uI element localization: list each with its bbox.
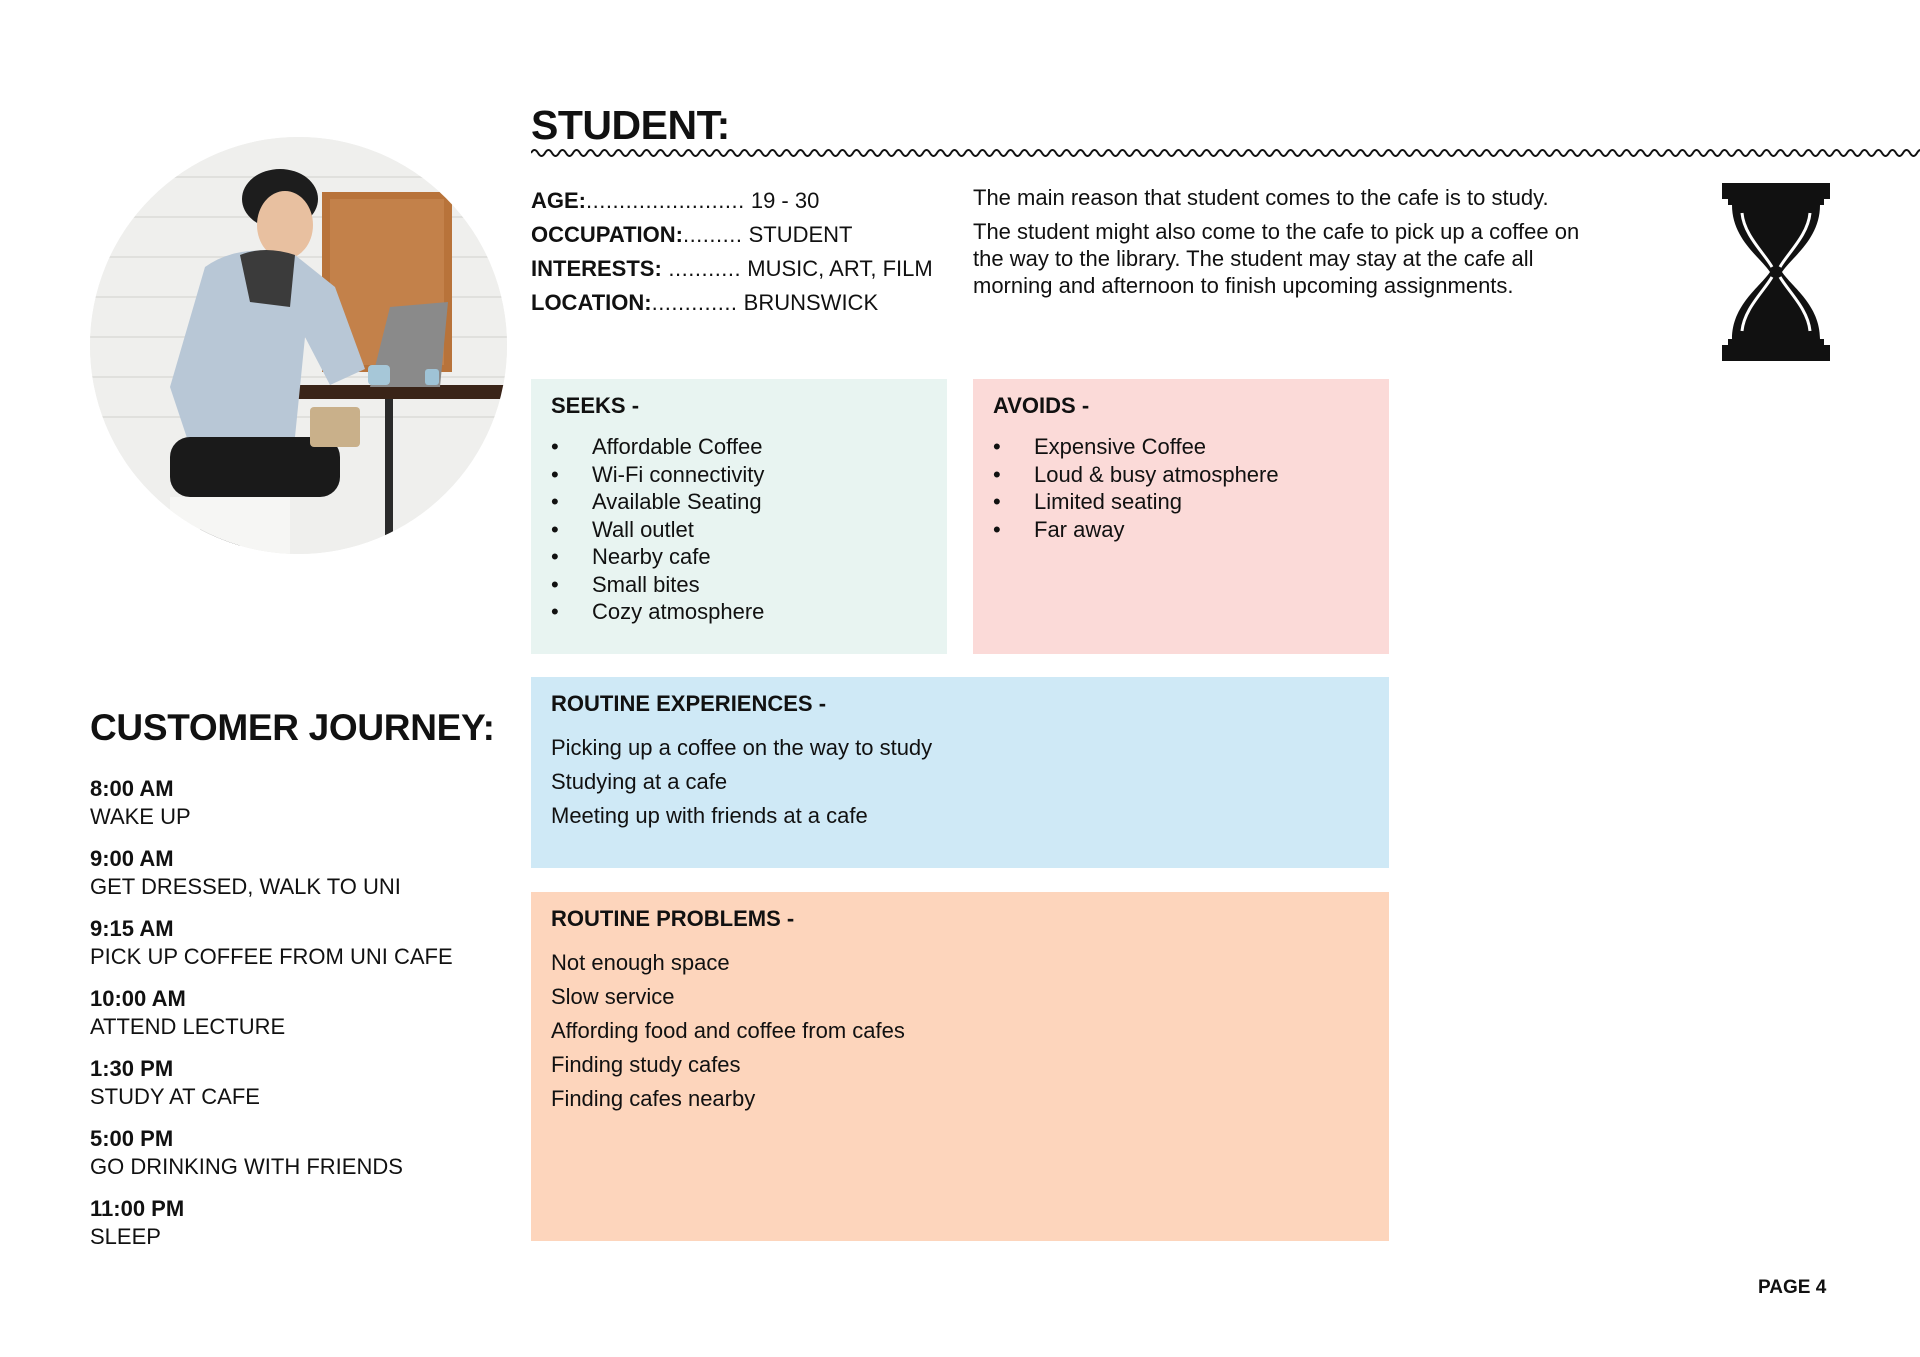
step-activity: PICK UP COFFEE FROM UNI CAFE: [90, 944, 453, 969]
profile-value: STUDENT: [748, 222, 853, 247]
routine-item: Meeting up with friends at a cafe: [551, 803, 868, 828]
profile-row-interests: [531, 252, 933, 286]
step-time: 11:00 PM: [90, 1196, 185, 1221]
routine-title: ROUTINE EXPERIENCES -: [551, 691, 827, 716]
step-activity: GO DRINKING WITH FRIENDS: [90, 1154, 403, 1179]
step-time: 1:30 PM: [90, 1056, 174, 1081]
profile-row-occupation: [531, 218, 933, 252]
step-time: 8:00 AM: [90, 776, 174, 801]
avoids-list: [993, 433, 1369, 543]
list-item: • Wi-Fi connectivity: [551, 461, 927, 489]
step-activity: GET DRESSED, WALK TO UNI: [90, 874, 401, 899]
profile-dots: .........: [682, 222, 743, 247]
profile-value: 19 - 30: [750, 188, 820, 213]
list-item: • Limited seating: [993, 488, 1369, 516]
routine-experiences-box: [531, 677, 1389, 868]
page-title: STUDENT:: [531, 102, 730, 148]
list-item: • Far away: [993, 516, 1369, 544]
journey-step: [90, 985, 453, 1055]
profile-label: AGE:: [531, 188, 586, 213]
step-activity: SLEEP: [90, 1224, 161, 1249]
step-time: 5:00 PM: [90, 1126, 174, 1151]
profile-label: LOCATION:: [531, 290, 652, 315]
profile-dots: .............: [651, 290, 738, 315]
journey-step: [90, 1125, 453, 1195]
student-photo: [90, 137, 507, 554]
persona-description: [973, 184, 1613, 306]
step-time: 10:00 AM: [90, 986, 186, 1011]
journey-title: CUSTOMER JOURNEY:: [90, 707, 495, 748]
wavy-divider: [531, 143, 1920, 163]
list-item: • Wall outlet: [551, 516, 927, 544]
profile-dots: ...........: [661, 256, 742, 281]
routine-item: Picking up a coffee on the way to study: [551, 735, 933, 760]
profile-label: INTERESTS:: [531, 256, 662, 281]
problems-title: ROUTINE PROBLEMS -: [551, 906, 795, 931]
profile-row-location: [531, 286, 933, 320]
problem-item: Finding cafes nearby: [551, 1086, 756, 1111]
journey-step: [90, 775, 453, 845]
journey-step: [90, 845, 453, 915]
profile-row-age: [531, 184, 933, 218]
seeks-list: [551, 433, 927, 626]
journey-step: [90, 1195, 453, 1265]
profile-value: BRUNSWICK: [743, 290, 879, 315]
step-time: 9:00 AM: [90, 846, 174, 871]
description-paragraph: The student might also come to the cafe to pick up a coffee on the way to the library. The student may stay at the cafe all morning and afternoon to finish upcoming assignments.: [973, 219, 1580, 298]
list-item: • Nearby cafe: [551, 543, 927, 571]
profile-value: MUSIC, ART, FILM: [747, 256, 933, 281]
page-number: PAGE 4: [1758, 1277, 1827, 1298]
step-activity: ATTEND LECTURE: [90, 1014, 286, 1039]
list-item: • Affordable Coffee: [551, 433, 927, 461]
list-item: • Loud & busy atmosphere: [993, 461, 1369, 489]
problem-item: Slow service: [551, 984, 675, 1009]
hourglass-icon: [1722, 183, 1830, 361]
avoids-box: [973, 379, 1389, 654]
list-item: • Expensive Coffee: [993, 433, 1369, 461]
routine-item: Studying at a cafe: [551, 769, 728, 794]
step-activity: STUDY AT CAFE: [90, 1084, 260, 1109]
seeks-box: [531, 379, 947, 654]
description-paragraph: The main reason that student comes to the cafe is to study.: [973, 185, 1549, 210]
seeks-title: SEEKS -: [551, 393, 640, 418]
journey-step: [90, 1055, 453, 1125]
profile-label: OCCUPATION:: [531, 222, 683, 247]
problem-item: Not enough space: [551, 950, 730, 975]
avoids-title: AVOIDS -: [993, 393, 1090, 418]
problem-item: Finding study cafes: [551, 1052, 741, 1077]
list-item: • Available Seating: [551, 488, 927, 516]
journey-step: [90, 915, 453, 985]
list-item: • Cozy atmosphere: [551, 598, 927, 626]
problem-item: Affording food and coffee from cafes: [551, 1018, 905, 1043]
profile-details: [531, 184, 933, 320]
list-item: • Small bites: [551, 571, 927, 599]
step-activity: WAKE UP: [90, 804, 191, 829]
profile-dots: ........................: [586, 188, 745, 213]
journey-timeline: [90, 775, 453, 1265]
step-time: 9:15 AM: [90, 916, 174, 941]
routine-problems-box: [531, 892, 1389, 1241]
